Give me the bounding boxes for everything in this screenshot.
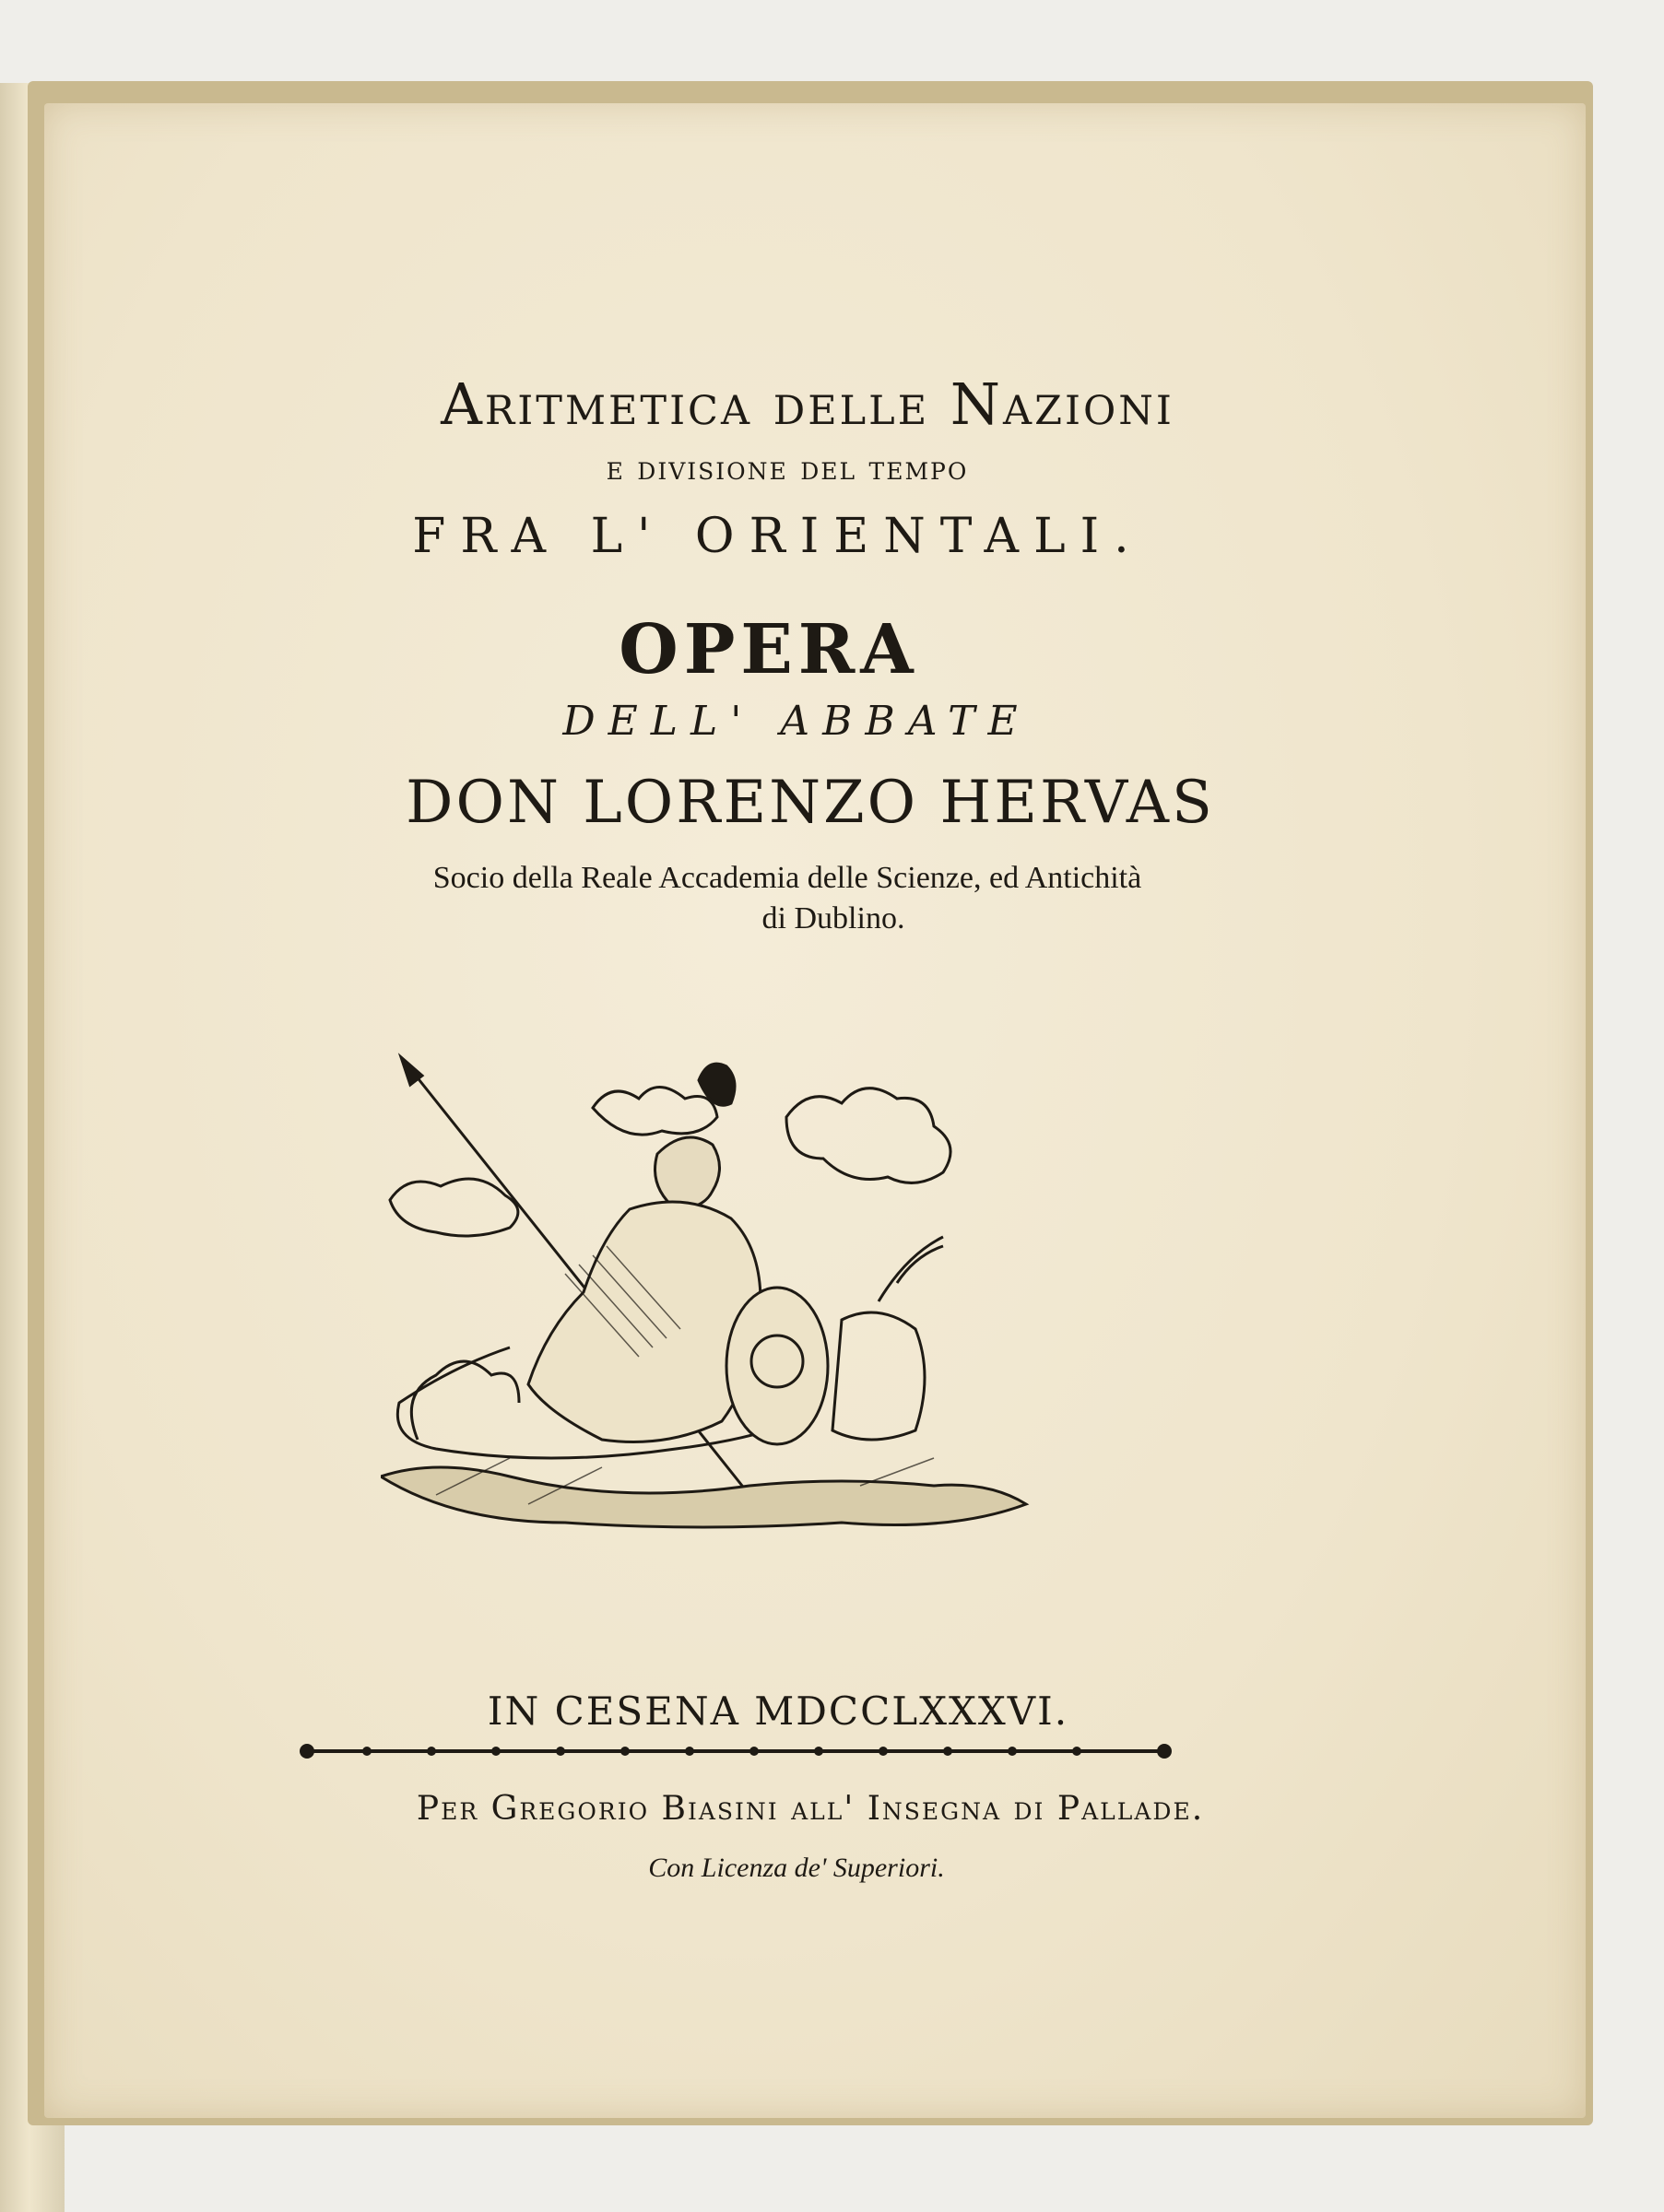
imprint-place-date: IN CESENA MDCCLXXXVI. [487, 1688, 1069, 1734]
minerva-woodcut-vignette [381, 1053, 1063, 1550]
title-line-2: e divisione del tempo [606, 450, 969, 488]
title-line-1: Aritmetica delle Nazioni [441, 371, 1174, 438]
author-name: DON LORENZO HERVAS [406, 769, 1215, 837]
license-line: Con Licenza de' Superiori. [648, 1853, 945, 1883]
opera-heading: OPERA [619, 610, 919, 689]
printers-ornament-rule [293, 1737, 1178, 1765]
author-affiliation-cont: di Dublino. [761, 901, 905, 935]
title-page [44, 103, 1586, 2118]
title-line-3: FRA L' ORIENTALI. [412, 509, 1144, 564]
publisher-line: Per Gregorio Biasini all' Insegna di Pallade. [416, 1790, 1205, 1828]
author-prefix: DELL' ABBATE [562, 698, 1031, 745]
author-affiliation: Socio della Reale Accademia delle Scienze, ed Antichità [432, 861, 1142, 895]
